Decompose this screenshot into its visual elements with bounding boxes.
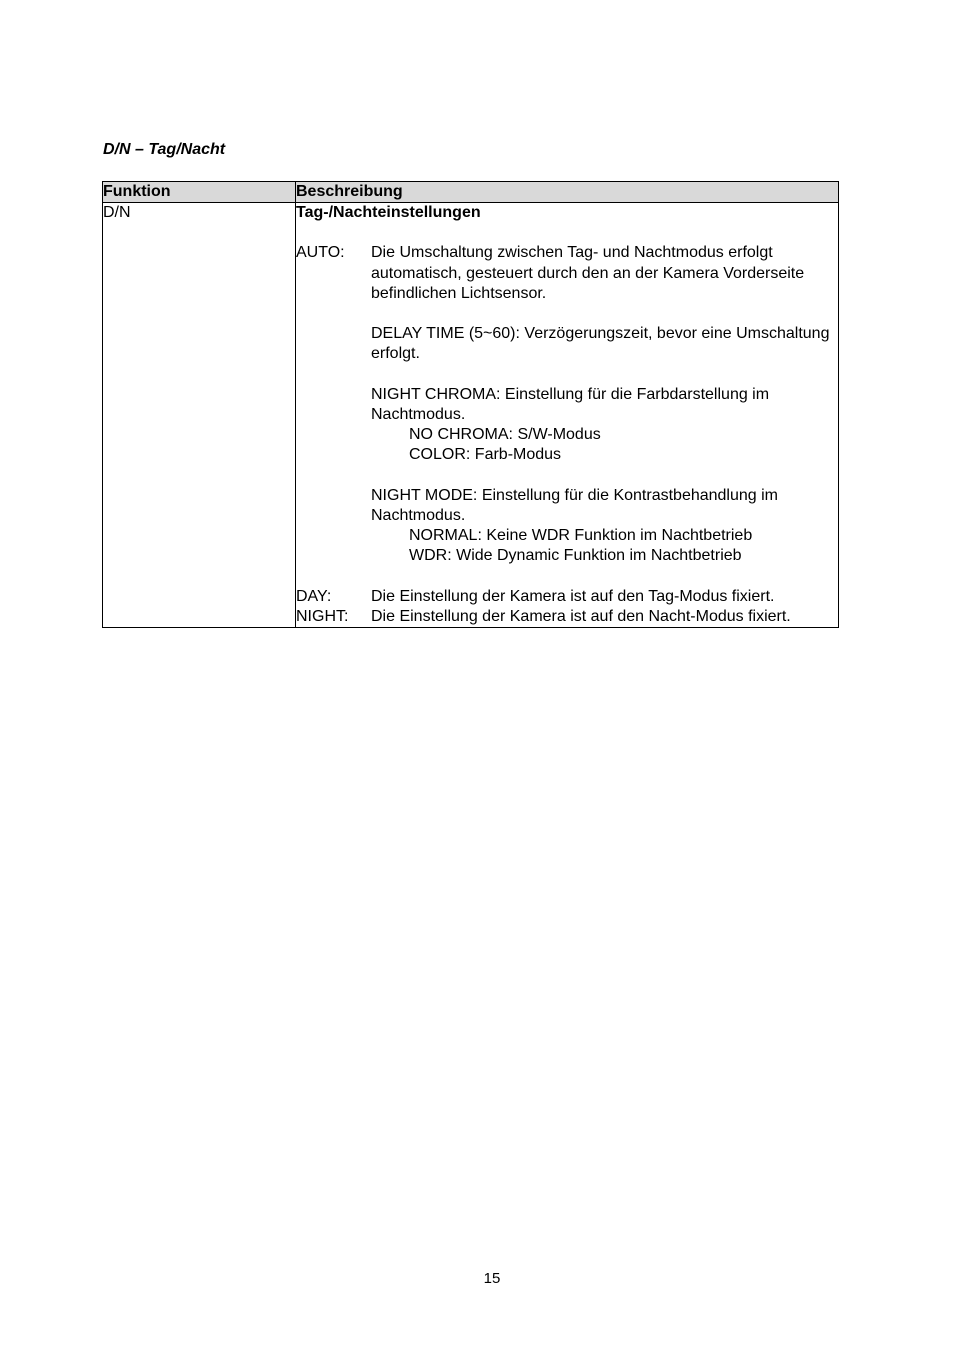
auto-term: AUTO: <box>296 244 345 262</box>
description-cell <box>296 203 839 628</box>
function-cell: D/N <box>103 203 296 628</box>
day-entry <box>296 587 838 607</box>
night-chroma-entry <box>371 385 838 466</box>
night-chroma-option: NO CHROMA: S/W-Modus <box>409 426 601 444</box>
night-chroma-option: COLOR: Farb-Modus <box>409 446 562 464</box>
table-row <box>103 203 839 628</box>
auto-definition: Die Umschaltung zwischen Tag- und Nachtmodus erfolgt automatisch, gesteuert durch den an der Kamera Vorderseite befindlichen Lichtsensor. <box>371 244 805 302</box>
day-term: DAY: <box>296 587 332 605</box>
day-definition: Die Einstellung der Kamera ist auf den Tag-Modus fixiert. <box>371 587 775 605</box>
section-title: D/N – Tag/Nacht <box>103 141 226 158</box>
settings-table <box>102 181 839 628</box>
header-description: Beschreibung <box>296 182 839 203</box>
night-definition: Die Einstellung der Kamera ist auf den Nacht-Modus fixiert. <box>371 607 791 625</box>
night-chroma-text: NIGHT CHROMA: Einstellung für die Farbdarstellung im Nachtmodus. <box>371 385 770 423</box>
night-mode-text: NIGHT MODE: Einstellung für die Kontrastbehandlung im Nachtmodus. <box>371 486 779 524</box>
night-term: NIGHT: <box>296 607 349 625</box>
auto-entry <box>296 243 838 304</box>
description-title: Tag-/Nachteinstellungen <box>296 204 481 221</box>
night-mode-entry <box>371 486 838 567</box>
delay-time-entry: DELAY TIME (5~60): Verzögerungszeit, bevor eine Umschaltung erfolgt. <box>371 325 830 363</box>
night-mode-option: WDR: Wide Dynamic Funktion im Nachtbetrieb <box>409 547 742 565</box>
night-entry <box>296 607 838 627</box>
night-mode-option: NORMAL: Keine WDR Funktion im Nachtbetrieb <box>409 527 753 545</box>
header-function: Funktion <box>103 182 296 203</box>
table-header-row <box>103 182 839 203</box>
page-number: 15 <box>483 1270 501 1287</box>
